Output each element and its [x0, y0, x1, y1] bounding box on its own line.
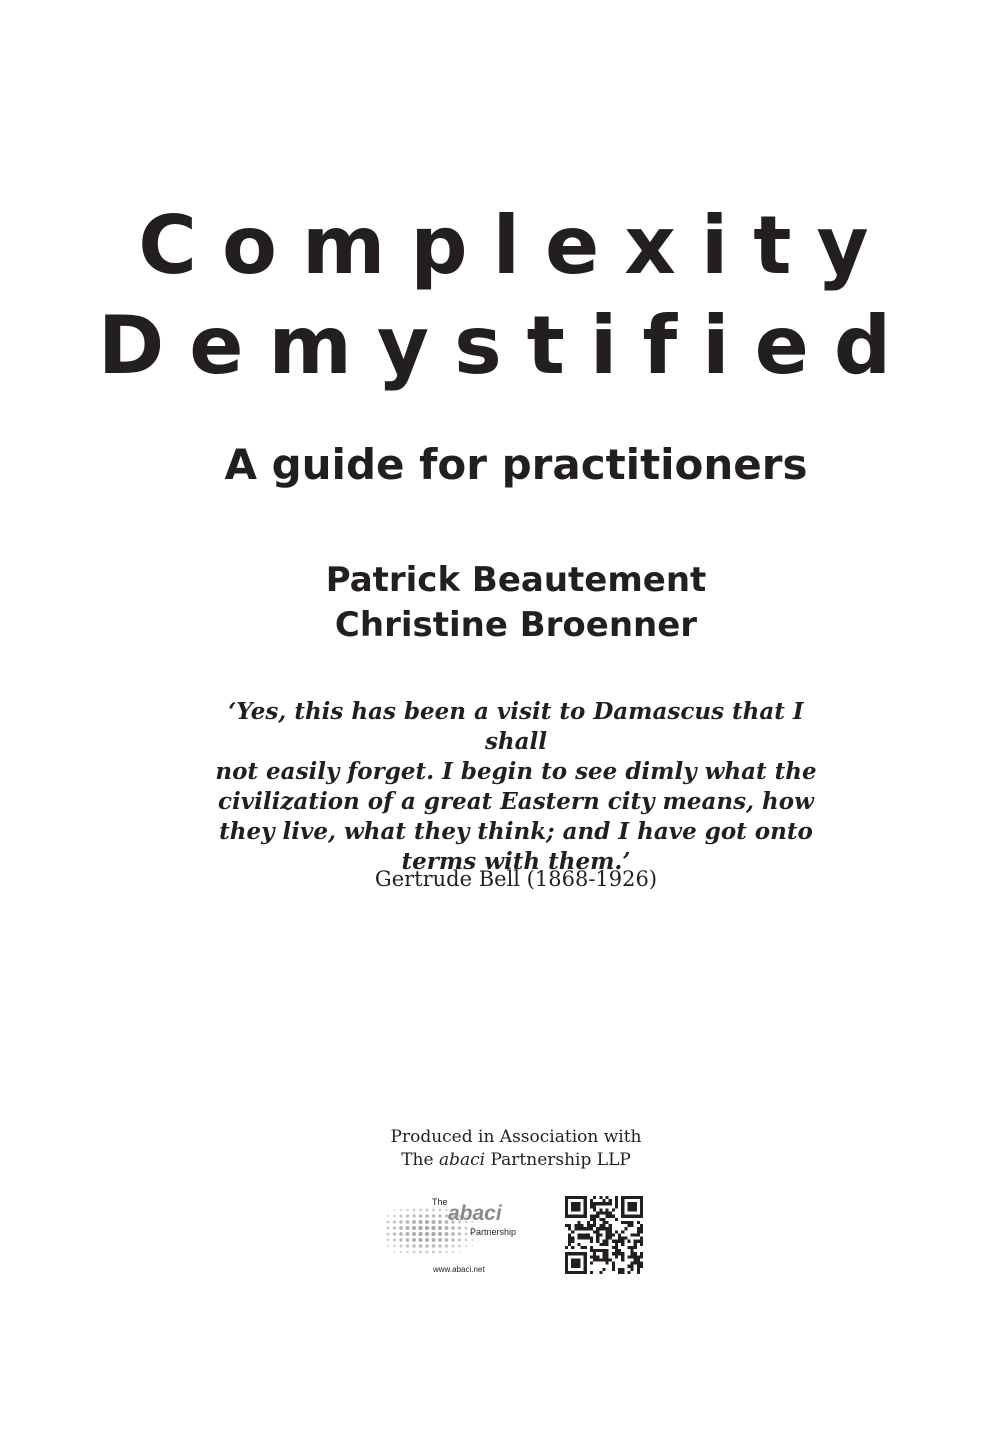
produced-line-2: The abaci Partnership LLP — [401, 1150, 631, 1170]
author-2: Christine Broenner — [334, 605, 698, 645]
title-line-2: Demystified — [97, 299, 917, 392]
epigraph-quote — [200, 697, 832, 877]
quote-line: ‘Yes, this has been a visit to Damascus that I shall — [228, 698, 804, 755]
logo-abaci-text: abaci — [448, 1202, 502, 1225]
quote-attribution: Gertrude Bell (1868-1926) — [374, 867, 658, 891]
qr-code-icon — [565, 1196, 643, 1274]
logo-the-text: The — [432, 1197, 448, 1207]
quote-line: they live, what they think; and I have got onto — [219, 818, 813, 845]
logo-url-text: www.abaci.net — [433, 1265, 485, 1274]
quote-line: civilization of a great Eastern city means, how — [218, 788, 814, 815]
produced-in-association — [0, 1126, 1004, 1172]
quote-line: terms with them.’ — [401, 848, 631, 875]
logo-partnership-text: Partnership — [470, 1227, 517, 1237]
authors — [0, 558, 1004, 648]
produced-line-1: Produced in Association with — [390, 1127, 642, 1147]
author-1: Patrick Beautement — [325, 560, 707, 600]
subtitle: A guide for practitioners — [224, 440, 808, 489]
quote-line: not easily forget. I begin to see dimly what the — [215, 758, 817, 785]
title-line-1: Complexity — [138, 199, 894, 292]
abaci-partnership-logo — [384, 1192, 524, 1274]
